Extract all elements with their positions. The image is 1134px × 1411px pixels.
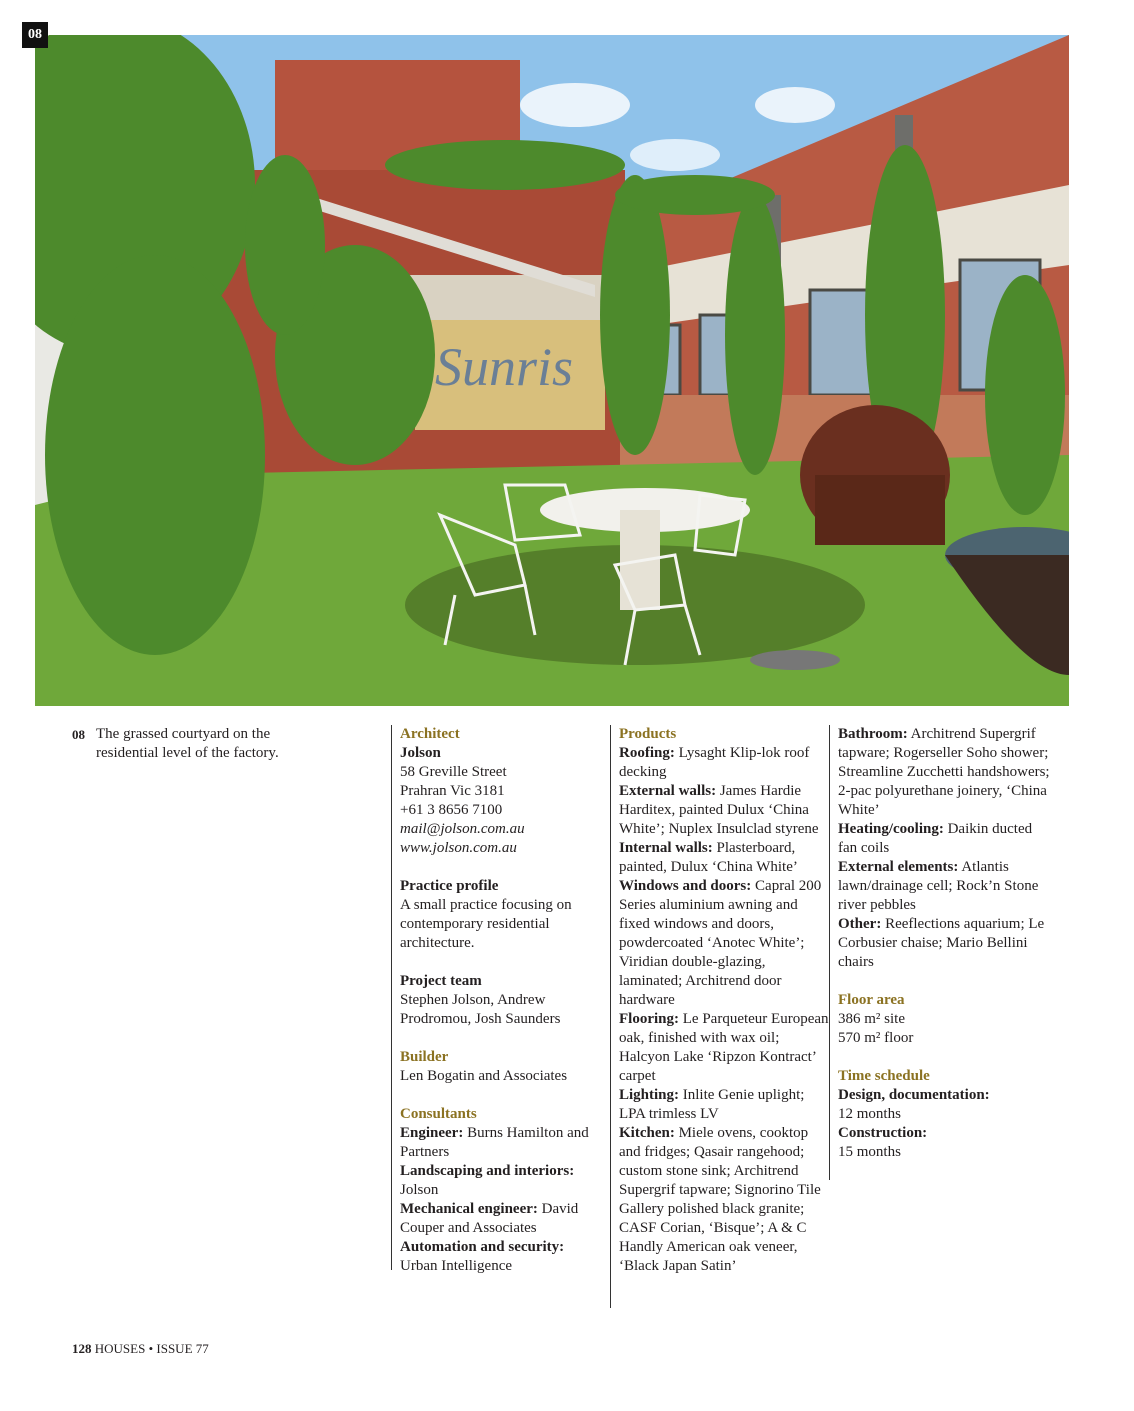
floor-area-heading: Floor area [838, 992, 905, 1008]
courtyard-photo [35, 35, 1069, 706]
product-entry [838, 725, 1053, 820]
consultant-value: David Couper and Associates [400, 1201, 579, 1236]
consultant-label: Landscaping and interiors: [400, 1163, 575, 1179]
product-value: James Hardie Harditex, painted Dulux ‘China White’; Nuplex Insulclad styrene [619, 783, 819, 837]
product-entry [619, 839, 829, 877]
consultant-entry [400, 1238, 600, 1276]
address-line-1: 58 Greville Street [400, 764, 507, 780]
site-area: 386 m² site [838, 1011, 905, 1027]
issue-number: ISSUE 77 [156, 1341, 209, 1356]
project-team-text: Stephen Jolson, Andrew Prodromou, Josh Saunders [400, 992, 561, 1027]
product-value: Le Parqueteur European oak, finished with wax oil; Halcyon Lake ‘Ripzon Kontract’ carpet [619, 1011, 829, 1084]
consultants-heading: Consultants [400, 1106, 477, 1122]
consultant-value: Jolson [400, 1182, 439, 1198]
practice-profile-heading: Practice profile [400, 878, 499, 894]
page-footer [72, 1341, 209, 1357]
footer-separator: • [148, 1341, 154, 1356]
practice-profile-text: A small practice focusing on contemporary residential architecture. [400, 897, 572, 951]
consultant-entry [400, 1124, 600, 1162]
consultant-entry [400, 1200, 600, 1238]
product-entry [619, 1124, 829, 1276]
consultant-label: Mechanical engineer: [400, 1201, 538, 1217]
product-value: Capral 200 Series aluminium awning and fixed windows and doors, powdercoated ‘Anotec White’; Viridian double-glazing, laminated; Architrend door hardware [619, 878, 822, 1008]
product-entry [619, 1010, 829, 1086]
products-continued-column [829, 725, 1053, 1180]
product-value: Plasterboard, painted, Dulux ‘China White’ [619, 840, 798, 875]
product-label: External elements: [838, 859, 959, 875]
wall-sign-text: Sunris [435, 337, 574, 397]
phone: +61 3 8656 7100 [400, 802, 503, 818]
consultant-label: Engineer: [400, 1125, 464, 1141]
builder-heading: Builder [400, 1049, 449, 1065]
product-entry [619, 744, 829, 782]
design-label: Design, documentation: [838, 1087, 990, 1103]
consultant-entry [400, 1162, 600, 1200]
consultant-label: Automation and security: [400, 1239, 565, 1255]
builder-text: Len Bogatin and Associates [400, 1068, 568, 1084]
email-link[interactable]: mail@jolson.com.au [400, 821, 525, 837]
product-entry [619, 1086, 829, 1124]
magazine-name: HOUSES [94, 1341, 146, 1356]
time-schedule-heading: Time schedule [838, 1068, 930, 1084]
product-entry [838, 915, 1053, 972]
product-label: Heating/cooling: [838, 821, 944, 837]
caption-text: The grassed courtyard on the residential level of the factory. [96, 726, 279, 761]
photo-caption [72, 725, 287, 763]
consultant-value: Burns Hamilton and Partners [400, 1125, 589, 1160]
product-value: Reeflections aquarium; Le Corbusier chaise; Mario Bellini chairs [838, 916, 1045, 970]
product-entry [619, 877, 829, 1010]
construction-label: Construction: [838, 1125, 928, 1141]
product-value: Atlantis lawn/drainage cell; Rock’n Stone river pebbles [838, 859, 1039, 913]
architect-heading: Architect [400, 726, 460, 742]
design-value: 12 months [838, 1106, 901, 1122]
floor-area: 570 m² floor [838, 1030, 914, 1046]
page-number: 128 [72, 1341, 92, 1356]
product-label: Other: [838, 916, 882, 932]
caption-number: 08 [72, 727, 85, 742]
architect-name: Jolson [400, 745, 441, 761]
product-label: Windows and doors: [619, 878, 752, 894]
product-value: Inlite Genie uplight; LPA trimless LV [619, 1087, 805, 1122]
product-label: Kitchen: [619, 1125, 675, 1141]
product-label: Roofing: [619, 745, 675, 761]
courtyard-illustration [35, 35, 1069, 706]
website-link[interactable]: www.jolson.com.au [400, 840, 517, 856]
address-line-2: Prahran Vic 3181 [400, 783, 505, 799]
product-entry [838, 858, 1053, 915]
product-label: Internal walls: [619, 840, 713, 856]
product-label: Lighting: [619, 1087, 680, 1103]
project-team-heading: Project team [400, 973, 482, 989]
product-label: External walls: [619, 783, 717, 799]
products-heading: Products [619, 726, 677, 742]
architect-column [391, 725, 600, 1274]
image-number-badge: 08 [22, 22, 48, 48]
product-value: Architrend Supergrif tapware; Rogerseller Soho shower; Streamline Zucchetti handshowers; 2-pac polyurethane joinery, ‘China White’ [838, 726, 1050, 818]
products-column [610, 725, 829, 1308]
product-entry [838, 820, 1053, 858]
construction-value: 15 months [838, 1144, 901, 1160]
product-label: Bathroom: [838, 726, 908, 742]
product-label: Flooring: [619, 1011, 679, 1027]
product-value: Daikin ducted fan coils [838, 821, 1033, 856]
product-entry [619, 782, 829, 839]
consultant-value: Urban Intelligence [400, 1258, 513, 1274]
product-value: Lysaght Klip-lok roof decking [619, 745, 810, 780]
product-value: Miele ovens, cooktop and fridges; Qasair rangehood; custom stone sink; Architrend Supergrif tapware; Signorino Tile Gallery polished black granite; CASF Corian, ‘Bisque’; A & C Handly American oak veneer, ‘Black Japan Satin’ [619, 1125, 821, 1274]
